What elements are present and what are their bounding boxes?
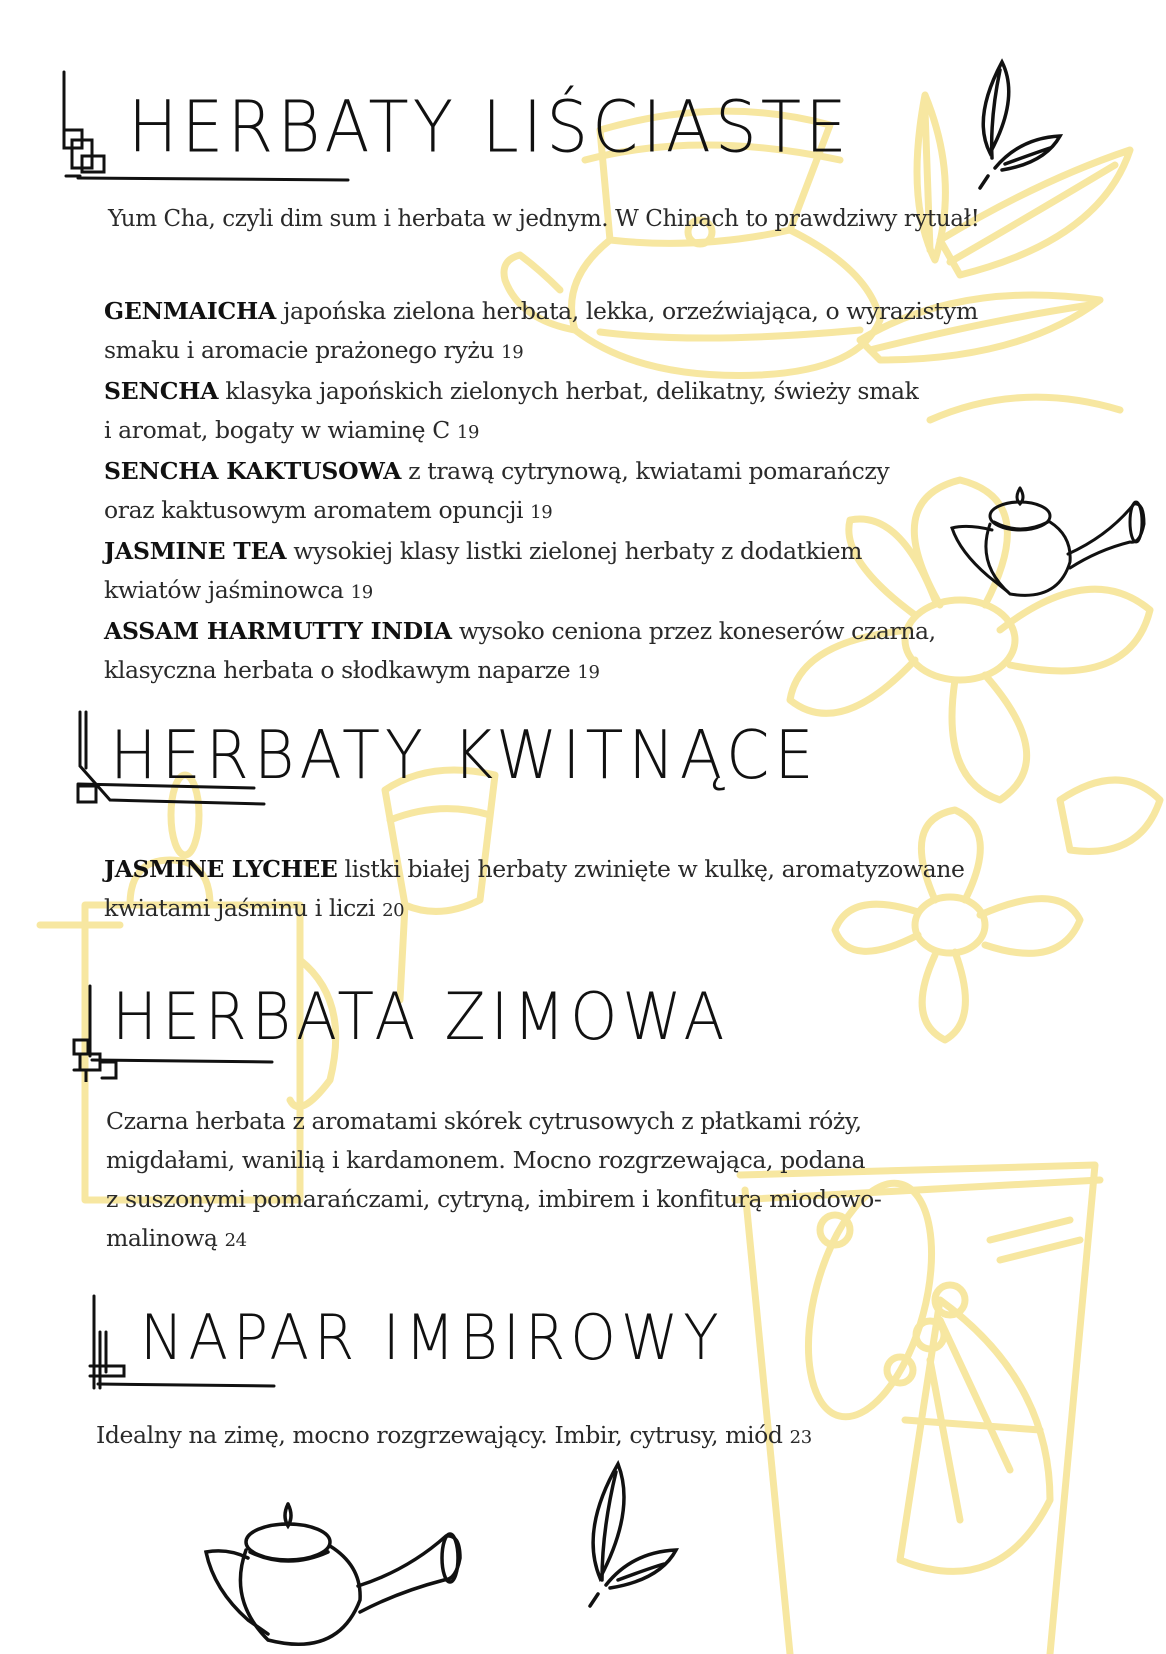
item-description: japońska zielona herbata, lekka, orzeźwiająca, o wyrazistym <box>283 297 978 325</box>
item-description: wysokiej klasy listki zielonej herbaty z dodatkiem <box>293 537 863 565</box>
section-title-herbata-zimowa: HERBATA ZIMOWA <box>112 979 730 1056</box>
item-description: wysoko ceniona przez koneserów czarna, <box>458 617 936 645</box>
menu-item <box>104 452 1064 532</box>
item-name: GENMAICHA <box>104 297 277 325</box>
menu-items-lisciaste <box>104 292 1064 692</box>
item-price: 19 <box>577 662 600 683</box>
section-title-herbaty-lisciaste: HERBATY LIŚCIASTE <box>128 85 851 169</box>
section-description <box>106 1102 881 1260</box>
item-name: SENCHA <box>104 377 219 405</box>
item-name: ASSAM HARMUTTY INDIA <box>104 617 452 645</box>
item-description: listki białej herbaty zwinięte w kulkę, aromatyzowane <box>344 855 965 883</box>
item-name: JASMINE LYCHEE <box>104 855 338 883</box>
item-description: klasyczna herbata o słodkawym naparze <box>104 656 571 684</box>
description-line: Czarna herbata z aromatami skórek cytrusowych z płatkami róży, <box>106 1107 862 1135</box>
teapot-icon <box>948 484 1148 599</box>
item-price: 24 <box>224 1230 247 1251</box>
item-description: z trawą cytrynową, kwiatami pomarańczy <box>408 457 890 485</box>
item-price: 19 <box>501 342 524 363</box>
description-line: Idealny na zimę, mocno rozgrzewający. Imbir, cytrusy, miód <box>96 1421 783 1449</box>
section-description <box>96 1416 812 1457</box>
menu-item <box>104 532 1064 612</box>
item-name: JASMINE TEA <box>104 537 287 565</box>
item-price: 19 <box>456 422 479 443</box>
item-description: i aromat, bogaty w wiaminę C <box>104 416 450 444</box>
description-line: migdałami, wanilią i kardamonem. Mocno rozgrzewająca, podana <box>106 1146 866 1174</box>
description-line: z suszonymi pomarańczami, cytryną, imbirem i konfiturą miodowo- <box>106 1185 882 1213</box>
tea-leaf-icon <box>560 1460 680 1610</box>
item-description: smaku i aromacie prażonego ryżu <box>104 336 495 364</box>
teapot-icon <box>198 1500 478 1650</box>
section-title-herbaty-kwitnace: HERBATY KWITNĄCE <box>110 715 819 795</box>
menu-item <box>104 850 965 930</box>
section-intro: Yum Cha, czyli dim sum i herbata w jednym. W Chinach to prawdziwy rytuał! <box>108 206 980 232</box>
item-price: 20 <box>382 900 405 921</box>
menu-item <box>104 372 1064 452</box>
menu-item <box>104 292 1064 372</box>
item-description: kwiatów jaśminowca <box>104 576 344 604</box>
item-name: SENCHA KAKTUSOWA <box>104 457 402 485</box>
item-description: oraz kaktusowym aromatem opuncji <box>104 496 524 524</box>
item-price: 19 <box>530 502 553 523</box>
menu-item <box>104 612 1064 692</box>
item-description: kwiatami jaśminu i liczi <box>104 894 375 922</box>
tea-leaf-icon <box>950 58 1065 193</box>
item-price: 19 <box>350 582 373 603</box>
item-price: 23 <box>789 1427 812 1448</box>
section-title-napar-imbirowy: NAPAR IMBIROWY <box>140 1300 724 1375</box>
description-line: malinową <box>106 1224 218 1252</box>
item-description: klasyka japońskich zielonych herbat, delikatny, świeży smak <box>225 377 919 405</box>
